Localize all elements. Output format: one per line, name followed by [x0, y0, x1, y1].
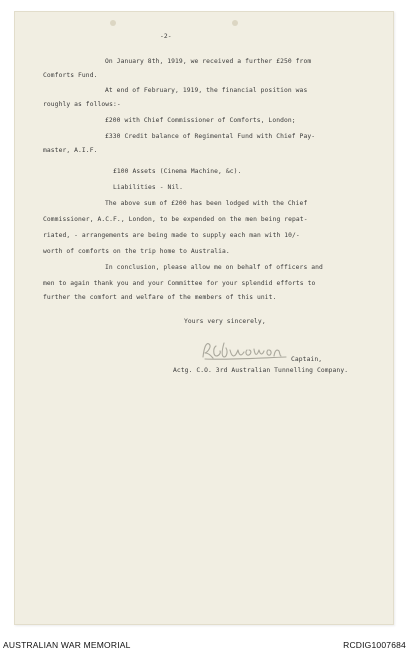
body-line: riated, - arrangements are being made to supply each man with 10/- — [43, 232, 300, 239]
body-line: Commissioner, A.C.F., London, to be expended on the men being repat- — [43, 216, 308, 223]
body-line: master, A.I.F. — [43, 147, 98, 154]
closing-line: Yours very sincerely, — [184, 318, 266, 325]
body-line: worth of comforts on the trip home to Australia. — [43, 248, 230, 255]
body-line: £100 Assets (Cinema Machine, &c). — [113, 168, 242, 175]
body-line: In conclusion, please allow me on behalf of officers and — [105, 264, 323, 271]
body-line: roughly as follows:- — [43, 101, 121, 108]
body-line: Comforts Fund. — [43, 72, 98, 79]
footer-archive-name: AUSTRALIAN WAR MEMORIAL — [3, 640, 131, 650]
punch-hole — [110, 20, 116, 26]
body-line: £200 with Chief Commissioner of Comforts, London; — [105, 117, 296, 124]
signatory-title: Actg. C.O. 3rd Australian Tunnelling Company. — [173, 367, 349, 374]
body-line: At end of February, 1919, the financial position was — [105, 87, 308, 94]
body-line: On January 8th, 1919, we received a further £250 from — [105, 58, 312, 65]
body-line: further the comfort and welfare of the members of this unit. — [43, 294, 277, 301]
body-line: men to again thank you and your Committee for your splendid efforts to — [43, 280, 316, 287]
signatory-rank: Captain, — [291, 356, 323, 363]
body-line: Liabilities - Nil. — [113, 184, 184, 191]
body-line: The above sum of £200 has been lodged with the Chief — [105, 200, 308, 207]
body-line: £330 Credit balance of Regimental Fund with Chief Pay- — [105, 133, 316, 140]
handwritten-signature — [200, 338, 290, 362]
footer-record-id: RCDIG1007684 — [343, 640, 406, 650]
page-number: -2- — [160, 33, 172, 40]
punch-hole — [232, 20, 238, 26]
